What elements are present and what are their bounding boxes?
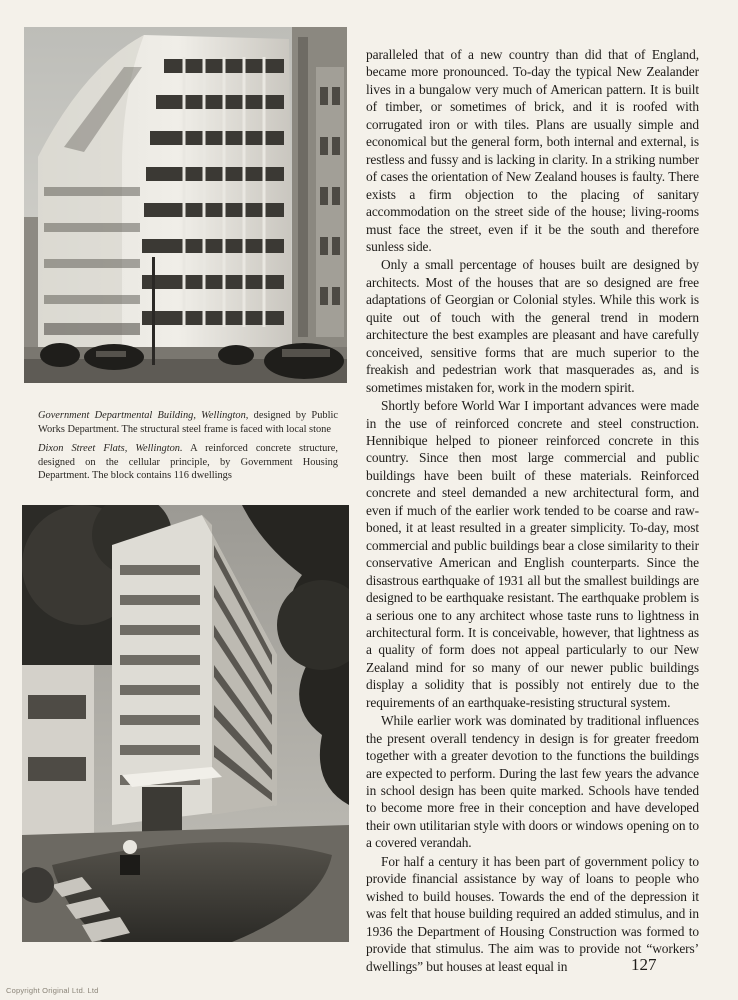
paragraph: For half a century it has been part of government policy to provide financial assistance by way of loans to people who wished to build houses. Towards the end of the depression it was felt that house building required an added stimulus, and in 1936 the Department of Housing Construction was formed to provide that stimulus. The aim was to provide not “workers’ dwellings” but houses at least equal in (366, 853, 699, 974)
caption-government-building (38, 409, 338, 436)
article-body-column (366, 46, 699, 975)
caption-title: Government Departmental Building, Wellington, (38, 410, 249, 421)
caption-text: A reinforced concrete structure, designed on the cellular principle, by Government Housing Department. The block contains 116 dwellings (38, 443, 339, 482)
caption-title: Dixon Street Flats, Wellington. (38, 443, 183, 454)
caption-text: designed by Public Works Department. The structural steel frame is faced with local stone (38, 410, 338, 435)
paragraph: paralleled that of a new country than did that of England, became more pronounced. To-day the typical New Zealander lives in a bungalow very much of American pattern. It is built of timber, or sometimes of brick, and it is roofed with corrugated iron or with tiles. Plans are usually simple and economical but the general form, both internal and external, is restless and fussy and is lacking in clarity. In a striking number of cases the orientation of New Zealand houses is faulty. There exists a firm objection to the placing of sanitary accommodation on the street side of the house; living-rooms must face the street, even if it be the south and therefore sunless side. (366, 47, 699, 254)
photo-dixon-street-flats (22, 505, 349, 942)
paragraph: Only a small percentage of houses built are designed by architects. Most of the houses that are so designed are free adaptations of Georgian or Colonial styles. While this work is quite out of touch with the general trend in modern architecture the best examples are pleasant and have carefully conceived, sensitive forms that are much superior to the freakish and pedestrian work that masquerades as, and is sometimes mistaken for, work in the modern spirit. (366, 257, 699, 395)
photo-government-building (24, 27, 347, 383)
copyright-watermark: Copyright Original Ltd. Ltd (6, 986, 99, 995)
page-number: 127 (631, 955, 657, 974)
caption-dixon-street-flats (38, 442, 338, 483)
paragraph: Shortly before World War I important advances were made in the use of reinforced concrete and steel construction. Hennibique helped to pioneer reinforced concrete in this country. Since then most large commercial and public buildings have been built of these materials. Reinforced concrete and steel demanded a new architectural form, and even if much of the earlier work tended to be coarse and raw-boned, it at least resulted in a greater simplicity. To-day, most commercial and public buildings bear a close similarity to their conservative American and English counterparts. Since the disastrous earthquake of 1931 all but the smallest buildings are designed to be earthquake resistant. The earthquake problem is a serious one to any architect whose taste runs to lightness in architectural form. It is conceivable, however, that lightness as a quality of form does not appeal particularly to our New Zealand mind for so many of our newer public buildings display a solidity that is possibly not entirely due to the requirements of an earthquake-resisting structural system. (366, 398, 699, 710)
paragraph: While earlier work was dominated by traditional influences the present overall tendency in design is for greater freedom together with a greater devotion to the functions the buildings are expected to perform. During the last few years the advance in school design has been quite marked. Schools have tended to become more free in their conception and have developed their own utilitarian style with doors or windows opening on to a covered verandah. (366, 713, 699, 851)
